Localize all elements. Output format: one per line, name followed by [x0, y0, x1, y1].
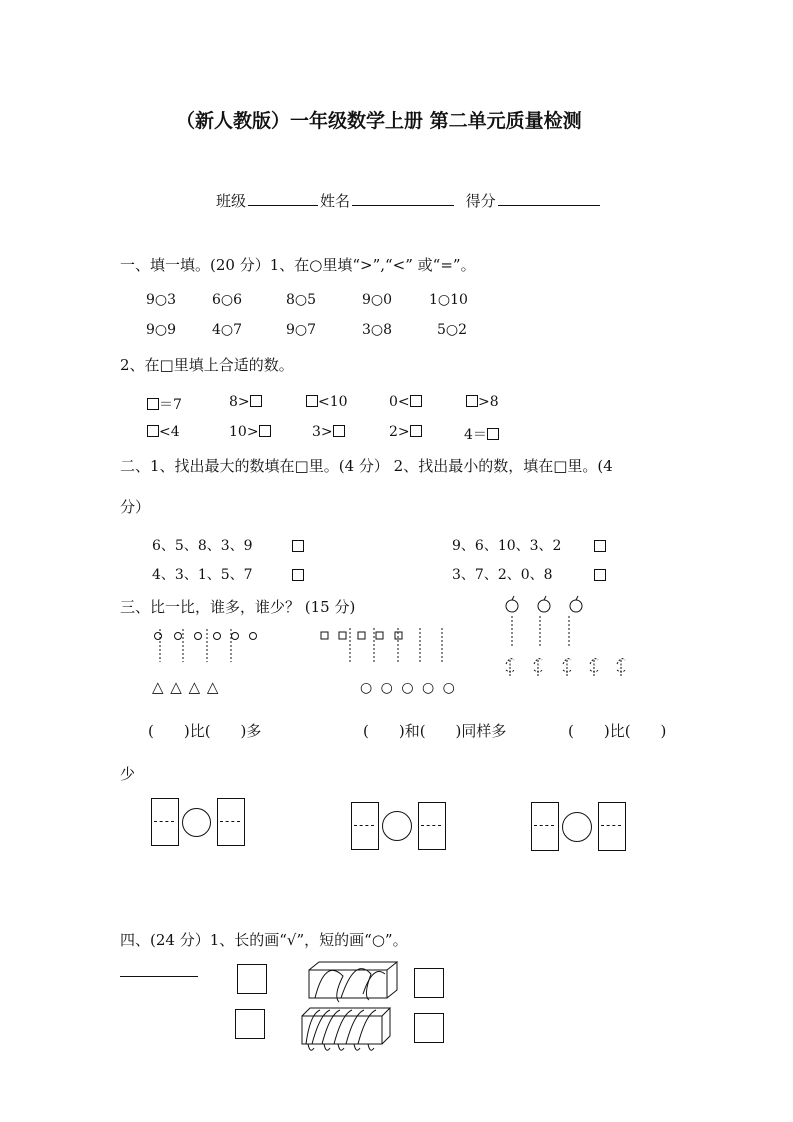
dash-line — [154, 821, 174, 822]
answer-box[interactable] — [414, 1013, 444, 1043]
answer-box[interactable] — [351, 802, 379, 850]
section3-heading: 三、比一比，谁多，谁少？ (15 分) — [120, 598, 356, 616]
reference-line — [120, 976, 198, 977]
class-blank[interactable] — [248, 191, 318, 206]
wrapped-block-top — [305, 958, 405, 1003]
number-list: 4、3、1、5、7 — [152, 567, 253, 583]
circles-lines-figure — [150, 628, 270, 668]
small-circles: ○ ○ ○ ○ ○ — [360, 680, 457, 696]
answer-box[interactable] — [306, 395, 318, 407]
compare-item[interactable]: 3○8 — [362, 322, 393, 338]
compare-statement-3[interactable]: ( )比( ) — [568, 722, 667, 740]
section4-heading: 四、(24 分）1、长的画“√”，短的画“○”。 — [120, 931, 408, 949]
answer-box[interactable] — [410, 425, 422, 437]
number-list: 3、7、2、0、8 — [452, 567, 553, 583]
answer-box[interactable] — [259, 425, 271, 437]
compare-statement-2[interactable]: ( )和( )同样多 — [363, 722, 507, 740]
answer-box[interactable] — [410, 395, 422, 407]
answer-box[interactable] — [414, 968, 444, 998]
compare-item[interactable]: 5○2 — [437, 322, 468, 338]
name-blank[interactable] — [352, 191, 454, 206]
compare-circle[interactable] — [182, 808, 211, 837]
class-label: 班级 — [216, 192, 247, 210]
answer-box[interactable] — [598, 802, 626, 851]
answer-box[interactable] — [487, 428, 499, 440]
answer-box[interactable] — [250, 395, 262, 407]
answer-box[interactable] — [217, 798, 245, 846]
compare-item[interactable]: 4○7 — [212, 322, 243, 338]
compare-item[interactable]: 8○5 — [286, 292, 317, 308]
answer-box[interactable] — [151, 798, 179, 846]
name-label: 姓名 — [320, 192, 351, 210]
triangles: △ △ △ △ — [152, 678, 220, 696]
fill-item: 3> — [312, 424, 345, 440]
dash-line — [421, 825, 441, 826]
fill-item: 4＝ — [464, 424, 499, 444]
answer-box[interactable] — [235, 1009, 265, 1039]
compare-item[interactable]: 6○6 — [212, 292, 243, 308]
answer-box[interactable] — [292, 540, 304, 552]
fill-item: 8> — [229, 394, 262, 410]
answer-box[interactable] — [147, 398, 159, 410]
fill-item: 2> — [389, 424, 422, 440]
section2-heading-line1: 二、1、找出最大的数填在□里。(4 分） 2、找出最小的数，填在□里。(4 — [120, 457, 613, 475]
dash-line — [354, 825, 374, 826]
wrapped-block-bottom — [298, 1004, 398, 1056]
dash-line — [534, 825, 554, 826]
compare-statement-1[interactable]: ( )比( )多 — [148, 722, 262, 740]
compare-item[interactable]: 9○7 — [286, 322, 317, 338]
fill-item: 0< — [389, 394, 422, 410]
answer-box[interactable] — [594, 540, 606, 552]
number-list: 6、5、8、3、9 — [152, 538, 253, 554]
answer-box[interactable] — [147, 425, 159, 437]
fill-item: <10 — [306, 394, 348, 410]
fill-item: <4 — [147, 424, 180, 440]
squares-lines-figure — [318, 628, 448, 668]
number-list: 9、6、10、3、2 — [452, 538, 562, 554]
fill-item: >8 — [466, 394, 499, 410]
score-blank[interactable] — [498, 191, 600, 206]
fill-item: ＝7 — [147, 394, 182, 414]
compare-item[interactable]: 9○0 — [362, 292, 393, 308]
answer-box[interactable] — [333, 425, 345, 437]
section2-heading-line2: 分） — [120, 498, 151, 516]
compare-statement-3-continued: 少 — [120, 765, 136, 783]
compare-item[interactable]: 9○9 — [146, 322, 177, 338]
answer-box[interactable] — [531, 802, 559, 851]
score-label: 得分 — [465, 192, 496, 210]
compare-circle[interactable] — [562, 812, 592, 842]
answer-box[interactable] — [466, 395, 478, 407]
dash-line — [601, 825, 621, 826]
answer-box[interactable] — [594, 569, 606, 581]
header-fields — [216, 190, 602, 211]
fill-item: 10> — [229, 424, 271, 440]
compare-item[interactable]: 9○3 — [146, 292, 177, 308]
page-title: （新人教版）一年级数学上册 第二单元质量检测 — [176, 110, 582, 132]
answer-box[interactable] — [292, 569, 304, 581]
compare-circle[interactable] — [382, 811, 412, 841]
dash-line — [220, 821, 240, 822]
fruit-figure — [500, 592, 635, 687]
answer-box[interactable] — [418, 802, 446, 850]
section1-q2: 2、在□里填上合适的数。 — [120, 356, 294, 374]
section1-heading: 一、填一填。(20 分）1、在○里填“>”,“<” 或“=”。 — [120, 256, 476, 274]
compare-item[interactable]: 1○10 — [429, 292, 468, 308]
answer-box[interactable] — [237, 964, 267, 994]
